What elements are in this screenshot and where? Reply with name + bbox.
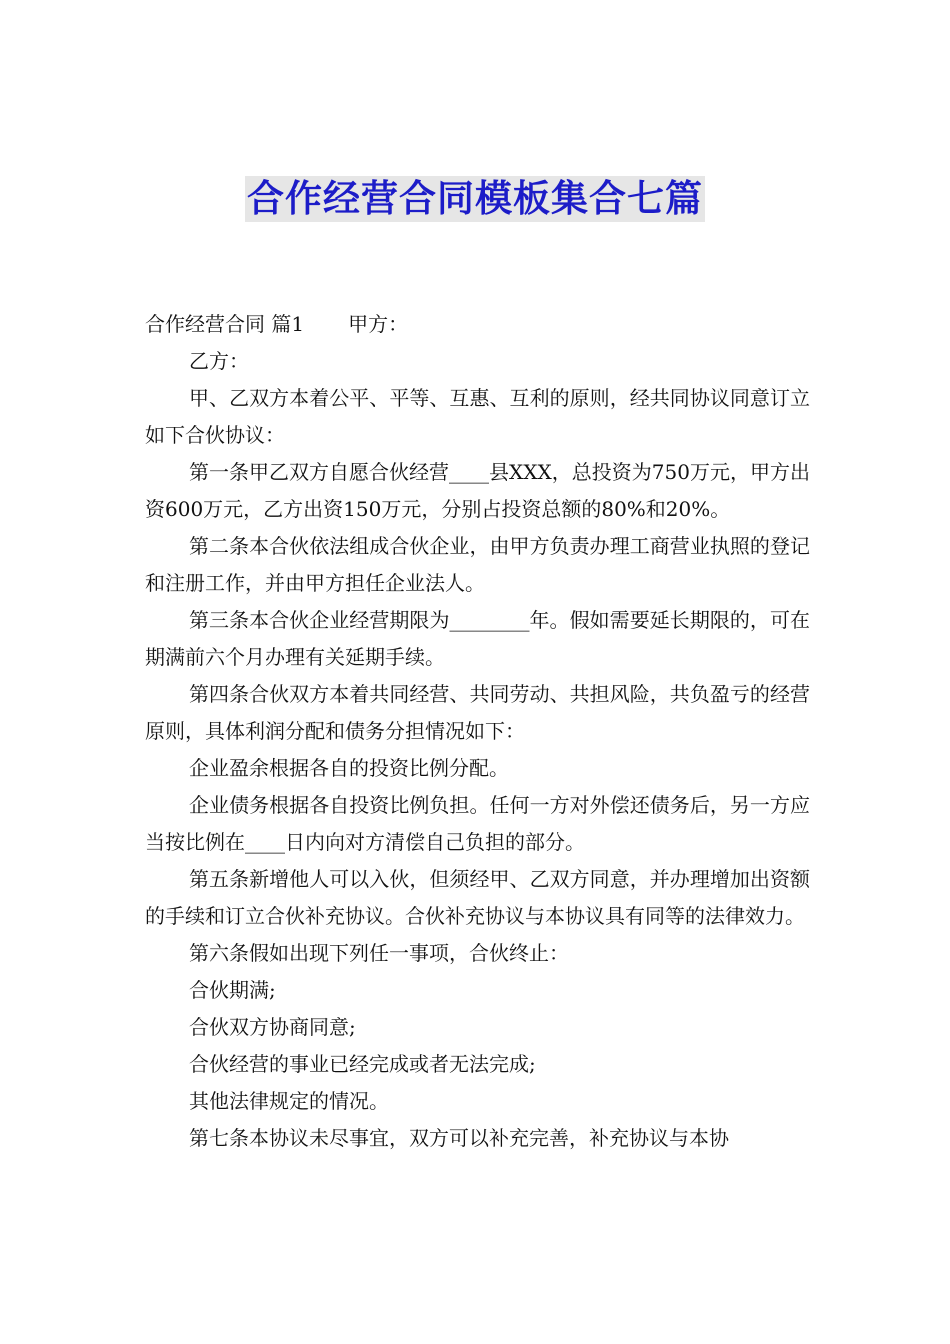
paragraph: 第五条新增他人可以入伙，但须经甲、乙双方同意，并办理增加出资额的手续和订立合伙补充协议。合伙补充协议与本协议具有同等的法律效力。 [145, 867, 810, 928]
title-wrap [0, 176, 950, 222]
paragraph: 乙方： [189, 349, 249, 373]
paragraph: 企业债务根据各自投资比例负担。任何一方对外偿还债务后，另一方应当按比例在____日内向对方清偿自己负担的部分。 [145, 793, 810, 854]
document-title: 合作经营合同模板集合七篇 [247, 177, 703, 220]
document-body [145, 306, 810, 1157]
section-heading: 合作经营合同 篇1 [145, 312, 305, 336]
paragraph: 其他法律规定的情况。 [189, 1089, 389, 1113]
paragraph: 合伙期满; [189, 978, 276, 1002]
paragraph: 甲、乙双方本着公平、平等、互惠、互利的原则，经共同协议同意订立如下合伙协议： [145, 386, 810, 447]
paragraph: 合伙经营的事业已经完成或者无法完成; [189, 1052, 536, 1076]
party-a-label: 甲方： [348, 312, 409, 336]
paragraph: 第七条本协议未尽事宜，双方可以补充完善，补充协议与本协 [189, 1126, 729, 1150]
paragraph: 第二条本合伙依法组成合伙企业，由甲方负责办理工商营业执照的登记和注册工作，并由甲方担任企业法人。 [145, 534, 810, 595]
paragraph: 第一条甲乙双方自愿合伙经营____县XXX，总投资为750万元，甲方出资600万元，乙方出资150万元，分别占投资总额的80%和20%。 [145, 460, 810, 521]
paragraph: 合伙双方协商同意; [189, 1015, 356, 1039]
paragraph: 企业盈余根据各自的投资比例分配。 [189, 756, 509, 780]
first-line [145, 306, 810, 343]
paragraph: 第四条合伙双方本着共同经营、共同劳动、共担风险，共负盈亏的经营原则，具体利润分配和债务分担情况如下： [145, 682, 810, 743]
paragraph: 第六条假如出现下列任一事项，合伙终止： [189, 941, 569, 965]
paragraph: 第三条本合伙企业经营期限为________年。假如需要延长期限的，可在期满前六个月办理有关延期手续。 [145, 608, 810, 669]
